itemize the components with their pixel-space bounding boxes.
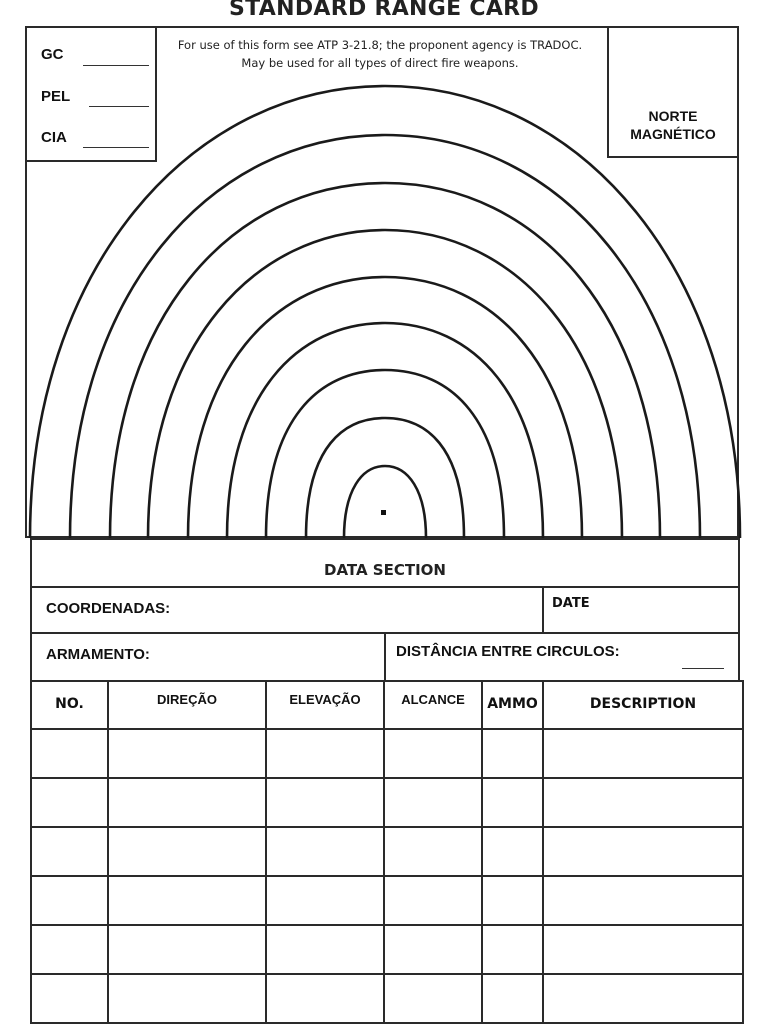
- table-row: [31, 778, 743, 827]
- date-label: DATE: [552, 596, 590, 611]
- table-row: [31, 729, 743, 778]
- cell-alcance[interactable]: [384, 778, 482, 827]
- cell-ammo[interactable]: [482, 778, 543, 827]
- pel-field[interactable]: [89, 106, 149, 107]
- page-title: STANDARD RANGE CARD: [229, 0, 539, 21]
- pel-label: PEL: [41, 88, 71, 105]
- cell-description[interactable]: [543, 778, 743, 827]
- cell-elevacao[interactable]: [266, 974, 384, 1023]
- range-ring-5: [188, 277, 582, 538]
- table-row: [31, 827, 743, 876]
- range-ring-1: [344, 466, 426, 538]
- circle-distance-label: DISTÂNCIA ENTRE CIRCULOS:: [396, 643, 620, 660]
- circle-distance-field[interactable]: [682, 668, 724, 669]
- column-header-description: DESCRIPTION: [543, 681, 743, 729]
- cell-description[interactable]: [543, 974, 743, 1023]
- cell-elevacao[interactable]: [266, 876, 384, 925]
- cell-no[interactable]: [31, 925, 108, 974]
- cell-elevacao[interactable]: [266, 778, 384, 827]
- cell-direcao[interactable]: [108, 778, 266, 827]
- cell-alcance[interactable]: [384, 974, 482, 1023]
- cell-no[interactable]: [31, 778, 108, 827]
- date-field[interactable]: [602, 592, 732, 628]
- cell-direcao[interactable]: [108, 925, 266, 974]
- cell-elevacao[interactable]: [266, 729, 384, 778]
- cell-ammo[interactable]: [482, 729, 543, 778]
- range-ring-4: [227, 323, 543, 538]
- north-label-line-1: NORTE: [648, 108, 698, 124]
- table-row: [31, 876, 743, 925]
- range-ring-2: [306, 418, 464, 538]
- weapon-position-dot: [381, 510, 386, 515]
- cell-ammo[interactable]: [482, 974, 543, 1023]
- cell-no[interactable]: [31, 876, 108, 925]
- data-section-title: DATA SECTION: [324, 561, 446, 579]
- usage-note: [165, 36, 595, 72]
- cell-alcance[interactable]: [384, 827, 482, 876]
- cell-alcance[interactable]: [384, 876, 482, 925]
- cell-direcao[interactable]: [108, 729, 266, 778]
- column-header-elevacao: ELEVAÇÃO: [266, 681, 384, 729]
- cia-label: CIA: [41, 129, 67, 146]
- range-ring-7: [110, 183, 660, 538]
- column-header-ammo: AMMO: [482, 681, 543, 729]
- gc-label: GC: [41, 46, 64, 63]
- armament-field[interactable]: [182, 638, 377, 676]
- table-row: [31, 925, 743, 974]
- cell-no[interactable]: [31, 974, 108, 1023]
- coordinates-field[interactable]: [212, 592, 532, 628]
- coordinates-label: COORDENADAS:: [46, 600, 171, 617]
- cell-alcance[interactable]: [384, 925, 482, 974]
- armament-label: ARMAMENTO:: [46, 646, 150, 663]
- column-header-alcance: ALCANCE: [384, 681, 482, 729]
- usage-note-line-2: May be used for all types of direct fire weapons.: [241, 56, 519, 70]
- cia-field[interactable]: [83, 147, 149, 148]
- cell-description[interactable]: [543, 925, 743, 974]
- cell-no[interactable]: [31, 729, 108, 778]
- cell-description[interactable]: [543, 729, 743, 778]
- cell-direcao[interactable]: [108, 974, 266, 1023]
- column-header-direcao: DIREÇÃO: [108, 681, 266, 729]
- cell-alcance[interactable]: [384, 729, 482, 778]
- cell-ammo[interactable]: [482, 876, 543, 925]
- range-data-table: [30, 680, 744, 1024]
- cell-ammo[interactable]: [482, 925, 543, 974]
- armament-distance-row: [30, 632, 740, 682]
- usage-note-line-1: For use of this form see ATP 3-21.8; the proponent agency is TRADOC.: [177, 38, 583, 52]
- table-body: [31, 729, 743, 1023]
- date-divider: [542, 588, 544, 632]
- table-row: [31, 974, 743, 1023]
- cell-direcao[interactable]: [108, 827, 266, 876]
- cell-description[interactable]: [543, 876, 743, 925]
- cell-ammo[interactable]: [482, 827, 543, 876]
- north-label-line-2: MAGNÉTICO: [630, 126, 716, 142]
- unit-info-box: [25, 26, 157, 162]
- range-ring-8: [70, 135, 700, 538]
- coordinates-date-row: [30, 586, 740, 634]
- table-header-row: [31, 681, 743, 729]
- armament-divider: [384, 634, 386, 680]
- gc-field[interactable]: [83, 65, 149, 66]
- range-data-table-wrap: [30, 680, 742, 1016]
- cell-elevacao[interactable]: [266, 827, 384, 876]
- cell-elevacao[interactable]: [266, 925, 384, 974]
- column-header-no: NO.: [31, 681, 108, 729]
- magnetic-north-box[interactable]: [607, 26, 739, 158]
- cell-description[interactable]: [543, 827, 743, 876]
- cell-no[interactable]: [31, 827, 108, 876]
- data-section-header: [30, 538, 740, 588]
- cell-direcao[interactable]: [108, 876, 266, 925]
